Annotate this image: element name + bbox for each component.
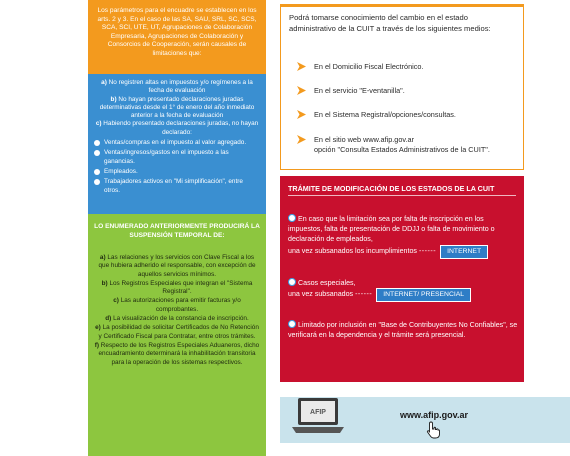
internet-presencial-tag: INTERNET/ PRESENCIAL	[376, 288, 471, 302]
website-option: opción "Consulta Estados Administrativos de la CUIT".	[314, 145, 490, 154]
list-item: En el Domicilio Fiscal Electrónico.	[297, 62, 424, 72]
list-item: Ventas/compras en el impuesto al valor agregado.	[94, 139, 260, 147]
bullet-icon	[94, 150, 100, 156]
limitation-a: a) No registren altas en impuestos y/o regímenes a la fecha de evaluación	[101, 79, 253, 95]
left-column	[88, 0, 266, 456]
bullet-icon	[94, 140, 100, 146]
arrow-right-icon	[297, 62, 306, 71]
right-column	[280, 0, 526, 456]
limitation-c: c) Habiendo presentado declaraciones juradas, no hayan declarado:	[95, 120, 259, 136]
list-item: c) Las autorizaciones para emitir facturas y/o comprobantes.	[113, 297, 241, 313]
suspension-heading: LO ENUMERADO ANTERIORMENTE PRODUCIRÁ LA SUSPENSIÓN TEMPORAL DE:	[94, 223, 260, 239]
bullet-icon	[288, 278, 296, 286]
list-item: f) Respecto de los Registros Especiales Aduaneros, dicho encuadramiento determinará la inhabilitación transitoria para la operación de los sistemas respectivos.	[94, 341, 260, 366]
means-intro: Podrá tomarse conocimiento del cambio en el estado administrativo de la CUIT a través de los siguientes medios:	[289, 13, 491, 33]
list-item: En el servicio "E-ventanilla".	[297, 86, 405, 96]
bullet-icon	[288, 214, 296, 222]
website-medio: En el sitio web www.afip.gov.ar	[314, 135, 415, 144]
list-item: b) Los Registros Especiales que integran el "Sistema Registral".	[101, 279, 253, 296]
parameters-text: Los parámetros para el encuadre se establecen en los arts. 2 y 3. En el caso de las SA, SAU, SRL, SC, SCS, SCA, SCI, UTE, UT, Agrupaciones de Colaboración Empresaria, Agrupaciones de Colaboración y Consorcios de Cooperación, serán causales de limitaciones que:	[97, 7, 257, 57]
case-especiales: Casos especiales, una vez subsanados ------ INTERNET/ PRESENCIAL	[288, 278, 518, 302]
bullet-icon	[288, 320, 296, 328]
bullet-icon	[94, 179, 100, 185]
list-item: d) La visualización de la constancia de inscripción.	[105, 315, 249, 323]
laptop-icon	[292, 396, 344, 436]
website-link[interactable]: www.afip.gov.ar	[400, 410, 469, 420]
modification-title: TRÁMITE DE MODIFICACIÓN DE LOS ESTADOS DE LA CUIT	[288, 184, 495, 193]
arrow-right-icon	[297, 110, 306, 119]
divider	[288, 195, 516, 196]
limitation-b: b) No hayan presentado declaraciones juradas determinativas desde el 1° de enero del año inmediato anterior a la fecha de evaluación	[99, 95, 255, 120]
notification-means-box	[280, 4, 524, 170]
arrow-right-icon	[297, 86, 306, 95]
limitations-box	[88, 74, 266, 214]
parameters-box	[88, 0, 266, 74]
divider	[280, 4, 524, 7]
case-incumplimientos: En caso que la limitación sea por falta de inscripción en los impuestos, falta de presentación de DDJJ o falta de movimiento o declaración de empleados, una vez subsanados los incumplimientos ------ INTERNET	[288, 214, 518, 259]
bullet-icon	[94, 169, 100, 175]
list-item	[297, 135, 490, 155]
list-item: e) La posibilidad de solicitar Certificados de No Retención y Certificado Fiscal para Contratar, entre otros trámites.	[95, 324, 259, 340]
list-item: Ventas/ingresos/gastos en el impuesto a las ganancias.	[94, 149, 260, 166]
pointer-hand-icon	[424, 420, 444, 440]
svg-text:AFIP: AFIP	[310, 409, 326, 416]
list-item: Empleados.	[94, 168, 260, 176]
suspension-box	[88, 214, 266, 456]
case-no-confiables: Limitado por inclusión en "Base de Contribuyentes No Confiables", se verificará en la dependencia y el trámite será presencial.	[288, 321, 518, 340]
list-item: Trabajadores activos en "Mi simplificación", entre otros.	[94, 178, 260, 195]
arrow-right-icon	[297, 135, 306, 144]
list-item: a) Las relaciones y los servicios con Clave Fiscal a los que hubiera adherido el responsable, con excepción de aquellos servicios mínimos.	[98, 254, 256, 278]
internet-tag: INTERNET	[440, 245, 488, 259]
list-item: En el Sistema Registral/opciones/consultas.	[297, 110, 456, 120]
modification-box	[280, 176, 524, 382]
